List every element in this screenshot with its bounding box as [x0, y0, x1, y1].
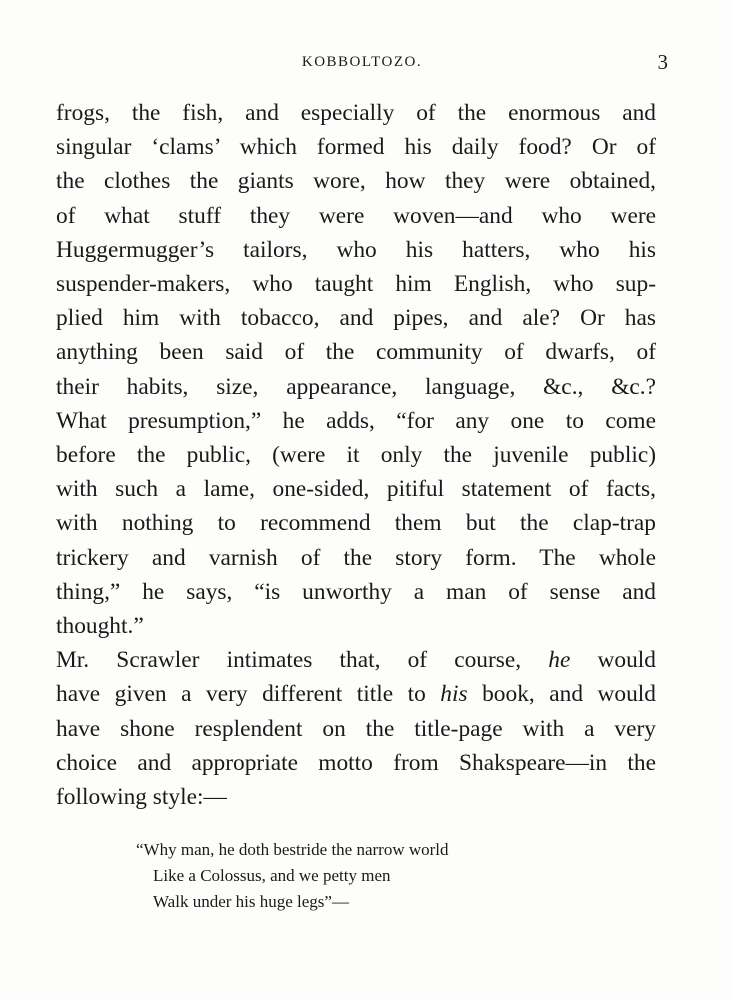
quote-line: “Why man, he doth bestride the narrow world	[136, 840, 449, 859]
quote-line: Walk under his huge legs”—	[153, 892, 349, 911]
text-run: would	[570, 647, 656, 674]
quote-line: Like a Colossus, and we petty men	[153, 866, 391, 885]
text-line: have shone resplendent on the title-page with a very	[56, 715, 656, 742]
running-head	[56, 47, 668, 77]
text-line: following style:—	[56, 784, 227, 811]
text-line	[56, 677, 656, 711]
text-line	[56, 643, 656, 677]
paragraph-2	[56, 643, 656, 814]
block-quote	[136, 837, 576, 915]
text-line: choice and appropriate motto from Shakspeare—in the	[56, 749, 656, 776]
text-line: before the public, (were it only the juvenile public)	[56, 442, 656, 469]
text-line: suspender-makers, who taught him English, who sup-	[56, 271, 656, 298]
text-line: singular ‘clams’ which formed his daily food? Or of	[56, 134, 656, 161]
text-line: their habits, size, appearance, language, &c., &c.?	[56, 373, 656, 400]
text-line: Huggermugger’s tailors, who his hatters, who his	[56, 236, 656, 263]
page-number: 3	[657, 50, 668, 74]
text-line: the clothes the giants wore, how they were obtained,	[56, 168, 656, 195]
running-title: KOBBOLTOZO.	[301, 54, 423, 70]
text-line: with such a lame, one-sided, pitiful statement of facts,	[56, 476, 656, 503]
text-line: with nothing to recommend them but the clap-trap	[56, 510, 656, 537]
text-line: of what stuff they were woven—and who were	[56, 202, 656, 229]
text-line: thing,” he says, “is unworthy a man of sense and	[56, 578, 656, 605]
text-line: frogs, the fish, and especially of the enormous and	[56, 100, 656, 126]
text-run: Mr. Scrawler intimates that, of course,	[56, 647, 549, 674]
text-run: book, and would	[467, 681, 656, 708]
text-line: anything been said of the community of dwarfs, of	[56, 339, 656, 366]
text-line: thought.”	[56, 613, 144, 640]
italic-text: his	[440, 681, 468, 708]
text-run: have given a very different title to	[56, 681, 441, 708]
paragraph-1	[56, 96, 656, 643]
text-line: plied him with tobacco, and pipes, and ale? Or has	[56, 305, 656, 332]
body-text	[56, 96, 656, 814]
text-line: What presumption,” he adds, “for any one to come	[56, 407, 656, 434]
text-line: trickery and varnish of the story form. The whole	[56, 544, 656, 571]
italic-text: he	[548, 647, 571, 674]
